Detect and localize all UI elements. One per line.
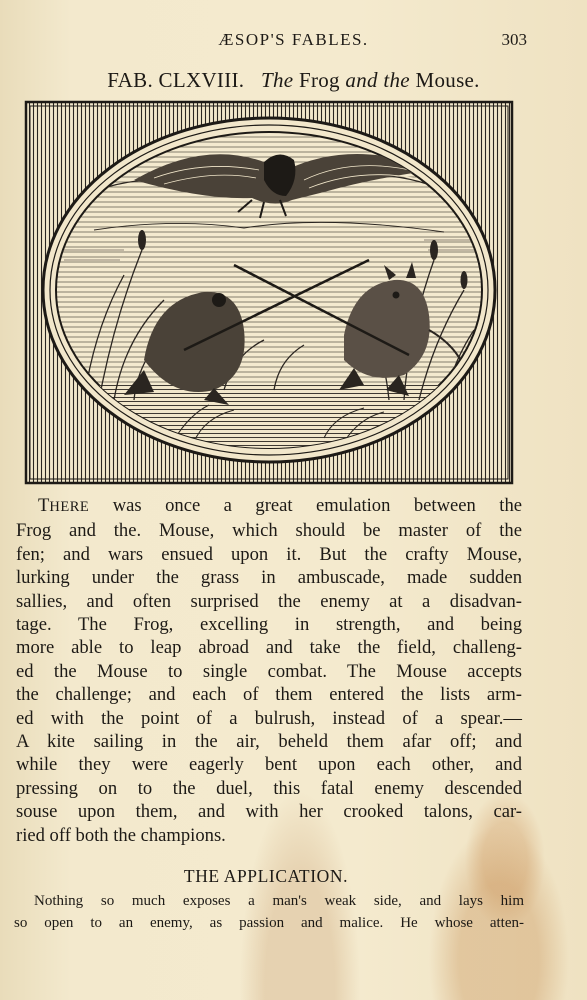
page-number: 303 <box>501 30 527 49</box>
body-line-13: pressing on to the duel, this fatal enemy descended <box>16 777 522 799</box>
body-line-10: ed with the point of a bulrush, instead of a spear.— <box>16 707 522 729</box>
body-line-12: while they were eagerly bent upon each other, and <box>16 754 522 776</box>
body-line-9: the challenge; and each of them entered the lists arm- <box>16 684 522 706</box>
frog-and-mouse-woodcut-icon <box>24 100 514 485</box>
body-line-1: THERE was once a great emulation between the <box>38 495 522 516</box>
body-line-4: lurking under the grass in ambuscade, made sudden <box>16 567 522 589</box>
body-line-7: more able to leap abroad and take the field, challeng- <box>16 637 522 659</box>
application-line-1: Nothing so much exposes a man's weak side, and lays him <box>34 893 524 909</box>
fable-number: FAB. CLXVIII. <box>107 68 245 92</box>
fable-title <box>0 68 587 93</box>
body-line-8: ed the Mouse to single combat. The Mouse accepts <box>16 660 522 682</box>
fable-title-mouse: Mouse. <box>415 68 480 92</box>
body-line-2: Frog and the. Mouse, which should be master of the <box>16 520 522 542</box>
body-line-14: souse upon them, and with her crooked talons, car- <box>16 801 522 823</box>
body-line-6: tage. The Frog, excelling in strength, and being <box>16 614 522 636</box>
application-text <box>14 890 524 934</box>
body-line-5: sallies, and often surprised the enemy at a disadvan- <box>16 590 522 612</box>
fable-title-and-the: and the <box>345 68 410 92</box>
body-line-15: ried off both the champions. <box>16 824 226 846</box>
fable-text <box>16 494 522 847</box>
fable-title-frog: Frog <box>298 68 340 92</box>
running-head: ÆSOP'S FABLES. <box>218 30 369 49</box>
application-heading: THE APPLICATION. <box>183 866 349 886</box>
application-line-2: so open to an enemy, as passion and malice. He whose atten- <box>14 915 524 931</box>
body-line-11: A kite sailing in the air, beheld them afar off; and <box>16 731 522 753</box>
body-line-3: fen; and wars ensued upon it. But the crafty Mouse, <box>16 543 522 565</box>
fable-title-the: The <box>261 68 294 92</box>
